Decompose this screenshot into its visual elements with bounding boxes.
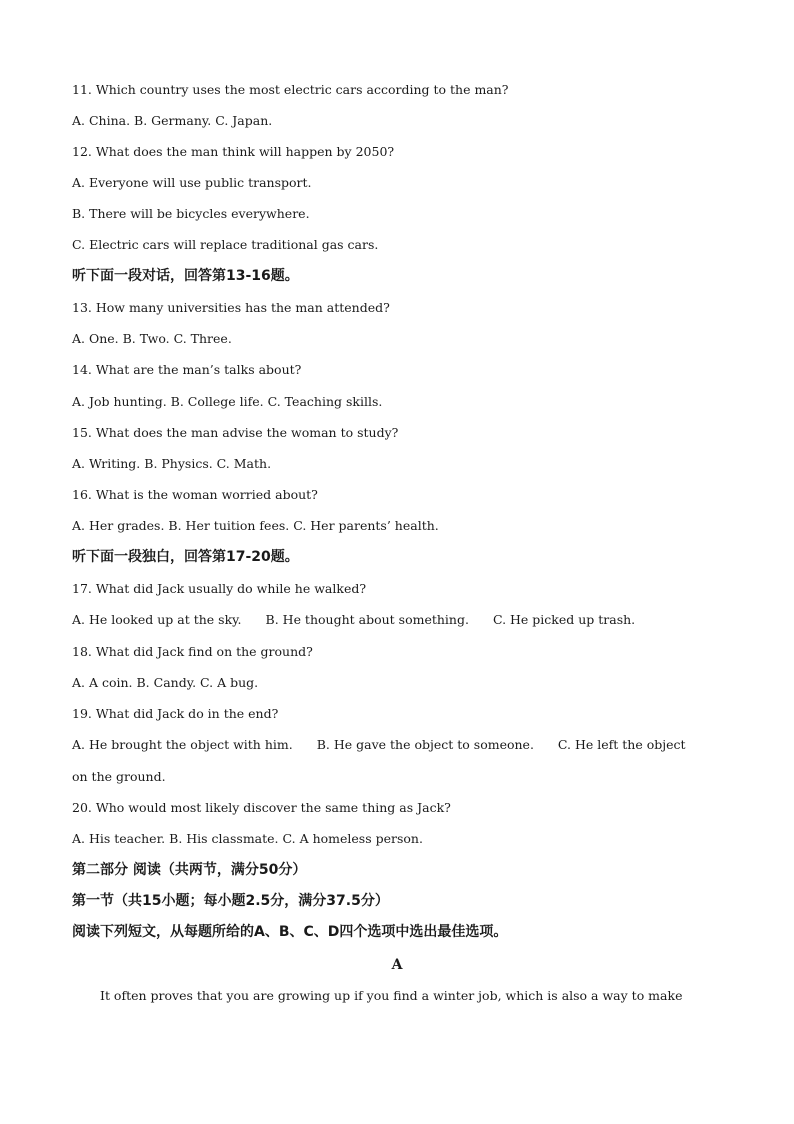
question-19: 19. What did Jack do in the end?: [72, 706, 279, 721]
question-18-options: A. A coin. B. Candy. C. A bug.: [72, 675, 259, 690]
question-17-option-b: B. He thought about something.: [265, 612, 469, 627]
question-17-option-c: C. He picked up trash.: [492, 612, 636, 627]
question-12-option-a: A. Everyone will use public transport.: [72, 175, 312, 190]
question-15: 15. What does the man advise the woman to study?: [72, 425, 399, 440]
section-heading-17-20: 听下面一段独白，回答第17-20题。: [72, 549, 299, 565]
question-18: 18. What did Jack find on the ground?: [72, 644, 313, 659]
question-11-options: A. China. B. Germany. C. Japan.: [72, 113, 273, 128]
question-13-options: A. One. B. Two. C. Three.: [72, 331, 232, 346]
question-17-options: [72, 612, 635, 628]
section-heading-13-16: 听下面一段对话，回答第13-16题。: [72, 268, 299, 284]
question-16: 16. What is the woman worried about?: [72, 487, 318, 502]
question-20: 20. Who would most likely discover the same thing as Jack?: [72, 800, 451, 815]
question-19-option-c-continued: on the ground.: [72, 769, 166, 784]
question-17: 17. What did Jack usually do while he walked?: [72, 581, 367, 596]
question-16-options: A. Her grades. B. Her tuition fees. C. Her parents’ health.: [72, 518, 439, 533]
question-11: 11. Which country uses the most electric cars according to the man?: [72, 82, 509, 97]
question-19-option-b: B. He gave the object to someone.: [316, 737, 534, 752]
question-15-options: A. Writing. B. Physics. C. Math.: [72, 456, 272, 471]
question-13: 13. How many universities has the man attended?: [72, 300, 390, 315]
question-17-option-a: A. He looked up at the sky.: [72, 612, 242, 627]
question-14-options: A. Job hunting. B. College life. C. Teaching skills.: [72, 394, 383, 409]
question-19-option-c: C. He left the object: [557, 737, 686, 752]
question-19-option-a: A. He brought the object with him.: [72, 737, 293, 752]
passage-label: A: [391, 957, 403, 973]
question-20-options: A. His teacher. B. His classmate. C. A homeless person.: [72, 831, 423, 846]
question-14: 14. What are the man’s talks about?: [72, 362, 302, 377]
question-12-option-c: C. Electric cars will replace traditional gas cars.: [72, 237, 379, 252]
passage-first-line: It often proves that you are growing up if you find a winter job, which is also a way to make: [100, 988, 683, 1003]
part-two-title: 第二部分 阅读（共两节，满分50分）: [72, 862, 307, 878]
question-12-option-b: B. There will be bicycles everywhere.: [72, 206, 310, 221]
section-one-title: 第一节（共15小题；每小题2.5分，满分37.5分）: [72, 893, 389, 909]
question-19-options: [72, 737, 686, 753]
question-12: 12. What does the man think will happen by 2050?: [72, 144, 395, 159]
reading-instruction: 阅读下列短文，从每题所给的A、B、C、D四个选项中选出最佳选项。: [72, 924, 508, 940]
